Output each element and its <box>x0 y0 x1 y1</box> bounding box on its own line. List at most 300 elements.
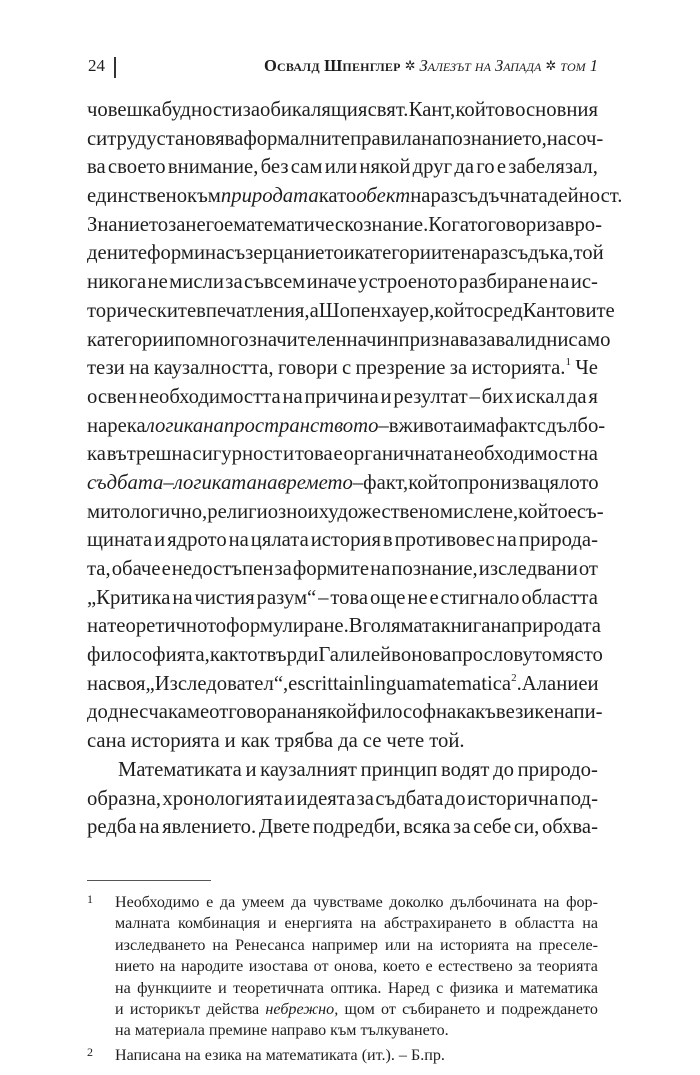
word: от <box>313 958 329 976</box>
word: на <box>212 936 229 954</box>
word: ка <box>87 443 106 466</box>
word: и <box>218 979 227 997</box>
word: многозначителен <box>195 328 347 351</box>
text-line <box>87 182 623 211</box>
word: съдбата <box>375 787 444 810</box>
text-line <box>87 96 598 125</box>
word: scritta <box>297 672 348 695</box>
word: формулиране. <box>226 615 349 638</box>
word: на <box>435 701 457 724</box>
word: историкът <box>129 1000 201 1018</box>
word: на <box>87 672 108 695</box>
word: – <box>398 1046 407 1064</box>
word: Написана <box>115 1046 182 1064</box>
text-line <box>87 756 598 785</box>
word: своя <box>107 672 146 695</box>
word: – <box>469 385 480 408</box>
word: което <box>382 958 420 976</box>
word: е <box>567 500 577 523</box>
word: какъв <box>456 701 506 724</box>
word: признава <box>398 328 479 351</box>
word: за <box>449 357 468 380</box>
word: е <box>496 156 507 179</box>
word: и <box>282 443 295 466</box>
word: оптика. <box>330 979 382 997</box>
footnote-text <box>115 892 598 913</box>
word: природо- <box>517 758 598 781</box>
word: или <box>324 156 358 179</box>
text-line <box>87 153 598 182</box>
word: митологично, <box>87 500 208 523</box>
word: от <box>381 1000 396 1018</box>
word: чувстваме <box>313 894 383 911</box>
word: дените <box>87 242 148 265</box>
word: до <box>444 787 466 810</box>
word: разбиране <box>458 271 548 294</box>
italic-word: на <box>256 471 278 494</box>
word: друг <box>412 156 453 179</box>
word: който <box>434 299 484 322</box>
text-line <box>87 555 598 584</box>
word: умеем <box>241 894 285 911</box>
word: до <box>87 701 108 724</box>
word: човешка <box>87 99 162 121</box>
word: за <box>356 787 374 810</box>
word: на <box>286 701 307 724</box>
footnote-line <box>87 913 598 934</box>
word: това <box>330 586 369 609</box>
word: будност <box>161 99 232 121</box>
word: теорията <box>537 958 598 976</box>
word: историята.$^1$ <box>471 356 571 380</box>
word: принцип <box>360 758 438 781</box>
word: функциите <box>137 979 212 997</box>
word: теоретичната <box>233 979 324 997</box>
text-line <box>87 354 598 383</box>
word: мисли <box>169 271 224 294</box>
main-text <box>87 96 623 842</box>
word: резултат <box>393 385 468 408</box>
word: за <box>168 213 186 236</box>
word: естествено <box>438 958 513 976</box>
text-line <box>87 612 601 641</box>
word: чакаме <box>148 701 210 724</box>
word: малната <box>115 915 171 933</box>
word: свят. <box>367 99 409 121</box>
footnotes <box>87 892 598 1066</box>
word: в <box>505 99 515 121</box>
word: история <box>310 529 381 552</box>
word: в <box>388 414 399 437</box>
word: „Изследовател“, <box>145 672 289 695</box>
word: до <box>493 758 514 781</box>
text-line <box>87 383 598 412</box>
word: историята <box>130 730 220 753</box>
word: сред <box>483 299 523 322</box>
word: както <box>209 644 258 667</box>
word: впечатления, <box>196 299 310 322</box>
word: на <box>410 185 431 208</box>
word: категории <box>87 328 175 351</box>
word: действа <box>206 1000 260 1018</box>
text-line <box>87 412 606 441</box>
word: познанието, <box>441 127 547 150</box>
word: днес <box>107 701 149 724</box>
word: водят <box>440 758 490 781</box>
footnote-text <box>115 1045 598 1066</box>
word: го <box>476 156 495 179</box>
word: него <box>185 213 224 236</box>
footnote-line <box>87 999 598 1020</box>
word: необходимост <box>453 443 577 466</box>
word: има <box>462 414 496 437</box>
word: да <box>454 156 475 179</box>
word: насоч- <box>546 127 604 150</box>
word: е <box>333 443 343 466</box>
word: с <box>536 414 546 437</box>
word: живота <box>398 414 463 437</box>
footnote-reference: 1 <box>565 356 571 369</box>
word: формите <box>292 558 370 580</box>
word: противовес <box>394 529 495 552</box>
word: . <box>516 672 522 695</box>
word: доколко <box>389 894 444 911</box>
word: е <box>544 701 554 724</box>
word: никога <box>87 271 147 294</box>
word: като <box>318 185 357 208</box>
word: на <box>228 529 249 552</box>
word: чете <box>386 730 425 753</box>
text-line <box>87 813 598 842</box>
word: ядрото <box>167 529 227 552</box>
word: Необходимо <box>115 894 200 911</box>
italic-word: небрежно, <box>265 1000 339 1018</box>
word: твърди <box>257 644 319 667</box>
word: онова, <box>333 958 378 976</box>
word: да <box>338 730 358 753</box>
word: иначе <box>306 271 357 294</box>
word: знание. <box>363 213 429 236</box>
word: който <box>408 471 458 494</box>
word: художествено <box>318 500 440 523</box>
word: и <box>486 1000 496 1018</box>
word: категориите <box>354 242 461 265</box>
word: към <box>187 185 221 208</box>
word: , <box>334 1000 339 1018</box>
word: онова <box>400 644 452 667</box>
word: е <box>161 558 171 580</box>
word: и <box>224 730 236 753</box>
word: Двете <box>258 816 311 839</box>
footnote-reference: 2 <box>511 671 517 684</box>
word: явлението. <box>162 816 257 839</box>
word: Шопенхауер, <box>318 299 435 322</box>
word: Знанието <box>87 213 169 236</box>
word: факт <box>495 414 537 437</box>
word: Наред <box>387 979 430 997</box>
text-line <box>87 785 598 814</box>
word: и <box>245 758 257 781</box>
word: освен <box>87 385 137 408</box>
word: а <box>309 299 319 322</box>
word: математика <box>519 979 598 997</box>
word: стигнало <box>440 586 520 609</box>
word: в <box>382 529 393 552</box>
word: да <box>566 385 587 408</box>
word: на <box>172 586 193 609</box>
word: и <box>504 979 514 997</box>
word: говори <box>487 213 548 236</box>
text-line <box>87 326 611 355</box>
word: на <box>245 1046 262 1064</box>
word: разум“ <box>256 586 317 609</box>
word: който <box>518 500 568 523</box>
word: за <box>547 213 565 236</box>
word: място <box>551 644 603 667</box>
word: и <box>154 529 166 552</box>
word: да <box>291 894 307 911</box>
word: в <box>391 644 401 667</box>
word: това <box>294 443 333 466</box>
word: обхва- <box>542 816 598 839</box>
word: дълбочината <box>450 894 537 911</box>
word: за <box>225 271 243 294</box>
book-title: Залезът на Запада <box>419 56 542 75</box>
word: подреждането <box>501 1000 598 1018</box>
word: lingua <box>364 672 416 695</box>
word: Кантовите <box>522 299 615 322</box>
word: говори <box>277 357 338 380</box>
word: комбинация <box>178 915 261 933</box>
word: на <box>282 385 303 408</box>
word: нието <box>115 958 155 976</box>
word: прословуто <box>451 644 552 667</box>
star-ornament-icon: ✲ <box>545 58 557 73</box>
italic-word: времето <box>277 471 353 494</box>
word: на <box>549 271 570 294</box>
word: установява <box>146 127 244 150</box>
word: Галилей <box>318 644 392 667</box>
word: ва <box>87 156 106 179</box>
italic-word: обект <box>356 185 411 208</box>
footnote-line <box>87 1020 598 1041</box>
word: и <box>343 242 355 265</box>
word: разсъдъчната <box>430 185 548 208</box>
word: природа- <box>518 529 598 552</box>
word: теоретичното <box>107 615 227 638</box>
text-line <box>87 440 598 469</box>
text-line <box>87 498 604 527</box>
text-line <box>87 698 603 727</box>
word: на <box>460 242 481 265</box>
word: подредби, <box>312 816 401 839</box>
text-line <box>87 526 598 555</box>
word: (ит.). <box>361 1046 395 1064</box>
word: от <box>578 558 598 580</box>
word: начин <box>346 328 399 351</box>
word: недостъпен <box>171 558 274 580</box>
word: изследвани <box>478 558 578 580</box>
word: каузалността, <box>153 357 274 380</box>
italic-word: пространството <box>223 414 379 437</box>
text-line <box>87 211 603 240</box>
word: физика <box>449 979 499 997</box>
word: на <box>185 1046 201 1064</box>
word: си, <box>513 816 540 839</box>
running-head-text <box>264 56 598 76</box>
word: енергията <box>284 915 353 933</box>
word: причина <box>304 385 379 408</box>
word: под- <box>559 787 598 810</box>
word: към <box>330 1022 357 1040</box>
word: нарека <box>87 414 146 437</box>
italic-word: – <box>163 471 174 494</box>
italic-word: логиката <box>173 471 257 494</box>
word: е <box>425 958 433 976</box>
word: на <box>205 242 226 265</box>
word: религиозно <box>207 500 308 523</box>
word: Кант, <box>408 99 456 121</box>
word: разсъдъка, <box>480 242 574 265</box>
word: природата <box>510 615 601 638</box>
word: заобикалящия <box>242 99 368 121</box>
text-line <box>87 125 604 154</box>
footnote-divider <box>87 880 211 881</box>
word: Б.пр. <box>410 1046 445 1064</box>
word: на <box>87 615 108 638</box>
word: не <box>147 271 168 294</box>
word: на <box>370 558 391 580</box>
word: формалните <box>243 127 351 150</box>
word: своето <box>107 156 166 179</box>
word: торическите <box>87 299 197 322</box>
word: искал <box>515 385 566 408</box>
word: щината <box>87 529 153 552</box>
word: на <box>421 127 442 150</box>
word: „Критика <box>87 586 171 609</box>
word: на <box>490 615 511 638</box>
word: пронизва <box>457 471 539 494</box>
word: е <box>224 213 234 236</box>
word: книга <box>440 615 491 638</box>
word: щом <box>344 1000 375 1018</box>
word: сам <box>290 156 323 179</box>
word: познание, <box>391 558 478 580</box>
word: абстрахирането <box>384 915 492 933</box>
word: и <box>284 787 296 810</box>
italic-word: съдбата <box>87 471 164 494</box>
word: бих <box>481 385 514 408</box>
word: с <box>342 357 352 380</box>
word: себе <box>473 816 512 839</box>
word: не <box>407 586 428 609</box>
word: математиката <box>265 1046 358 1064</box>
word: материала <box>134 1022 205 1040</box>
star-ornament-icon: ✲ <box>404 58 416 73</box>
volume-label: том 1 <box>560 56 598 75</box>
word: основния <box>515 99 598 121</box>
word: валидни <box>495 328 569 351</box>
word: историята <box>439 936 510 954</box>
word: ние <box>556 672 588 695</box>
word: направо <box>271 1022 327 1040</box>
word: преселе- <box>538 936 598 954</box>
word: или <box>384 936 411 954</box>
word: с <box>436 979 444 997</box>
word: отговора <box>209 701 287 724</box>
word: тълкуването. <box>360 1022 449 1040</box>
word: презрение <box>355 357 446 380</box>
word: вътрешна <box>106 443 192 466</box>
word: необходимостта <box>138 385 281 408</box>
author-name: Освалд Шпенглер <box>263 56 401 75</box>
page-number: 24 <box>88 56 105 75</box>
word: на <box>496 529 517 552</box>
word: на <box>159 958 176 976</box>
word: тези <box>87 357 125 380</box>
word: по <box>174 328 196 351</box>
word: внимание, <box>167 156 259 179</box>
word: хронологията <box>162 787 283 810</box>
word: на <box>516 936 532 954</box>
word: вро- <box>564 213 603 236</box>
word: само <box>568 328 611 351</box>
word: та, <box>87 558 111 580</box>
word: труд <box>107 127 147 150</box>
text-line <box>87 297 615 326</box>
word: В <box>348 615 363 638</box>
word: събирането <box>402 1000 481 1018</box>
word: да <box>219 894 236 911</box>
word: – <box>352 471 364 494</box>
word: и <box>587 672 599 695</box>
word: математическо <box>233 213 364 236</box>
word: народите <box>180 958 244 976</box>
word: на <box>129 357 150 380</box>
word: дълбо- <box>545 414 606 437</box>
footnote-line <box>87 978 598 999</box>
word: трябва <box>274 730 334 753</box>
word: мислене, <box>439 500 519 523</box>
word: Ала <box>521 672 557 695</box>
word: сигурност <box>192 443 283 466</box>
word: забелязал, <box>508 156 598 179</box>
word: факт, <box>363 471 409 494</box>
word: на <box>115 1022 131 1040</box>
word: на <box>360 915 377 933</box>
word: устроеното <box>358 271 458 294</box>
word: в <box>499 915 507 933</box>
word: напи- <box>553 701 603 724</box>
word: изостава <box>248 958 309 976</box>
word: той. <box>429 730 465 753</box>
word: редба <box>87 816 137 839</box>
word: на <box>115 979 131 997</box>
word: на <box>577 443 598 466</box>
word: – <box>378 414 389 437</box>
word: философията, <box>87 644 210 667</box>
word: си <box>87 127 108 150</box>
word: чистия <box>194 586 255 609</box>
word: на <box>417 936 433 954</box>
word: е <box>429 586 439 609</box>
word: ис- <box>570 271 598 294</box>
word: без <box>260 156 289 179</box>
word: как <box>240 730 270 753</box>
running-header <box>88 56 598 80</box>
word: исторична <box>466 787 559 810</box>
word: областта <box>514 915 575 933</box>
